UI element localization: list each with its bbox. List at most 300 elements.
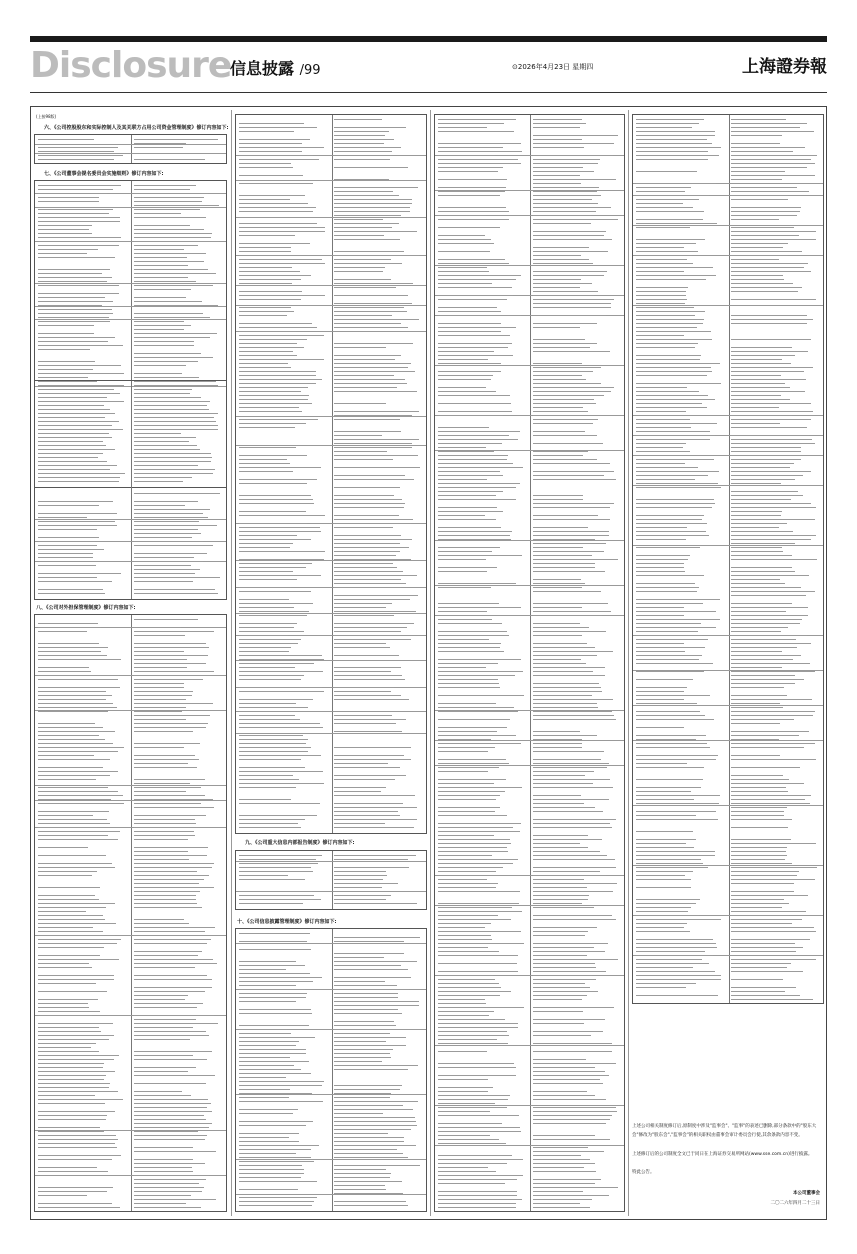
fine-print-line [134,1023,218,1024]
fine-print-line [38,1039,109,1040]
table-divider [729,115,730,1003]
fine-print-line [239,815,317,816]
fine-print-line [38,325,94,326]
fine-print-line [134,301,202,302]
fine-print-line [636,483,718,484]
fine-print-line [731,171,785,172]
fine-print-line [38,675,119,676]
fine-print-line [636,647,705,648]
fine-print-line [239,235,295,236]
fine-print-line [636,839,696,840]
fine-print-line [533,1191,583,1192]
fine-print-line [533,967,596,968]
fine-print-line [334,731,402,732]
fine-print-line [636,463,685,464]
fine-print-line [38,1035,114,1036]
fine-print-line [533,683,599,684]
fine-print-line [239,611,309,612]
fine-print-line [38,441,101,442]
fine-print-line [438,1019,505,1020]
fine-print-line [334,259,391,260]
fine-print-line [38,1055,119,1056]
fine-print-line [134,667,187,668]
fine-print-line [731,143,780,144]
fine-print-line [533,515,598,516]
fine-print-line [239,1113,293,1114]
fine-print-line [239,647,291,648]
table-row-line [236,416,426,417]
fine-print-line [533,775,585,776]
fine-print-line [334,1061,382,1062]
fine-print-line [38,1015,92,1016]
fine-print-line [334,1105,403,1106]
fine-print-line [334,1165,420,1166]
fine-print-line [38,759,110,760]
fine-print-line [334,1125,417,1126]
fine-print-line [533,1171,596,1172]
fine-print-line [731,379,806,380]
fine-print-line [239,127,317,128]
fine-print-line [533,623,580,624]
fine-print-line [38,935,115,936]
fine-print-line [438,807,500,808]
fine-print-line [38,155,123,156]
fine-print-line [533,351,610,352]
fine-print-line [134,1075,215,1076]
fine-print-line [334,985,397,986]
fine-print-line [731,283,793,284]
table-row-line [35,306,226,307]
fine-print-line [731,711,815,712]
fine-print-line [438,1135,490,1136]
fine-print-line [438,519,496,520]
fine-print-line [731,275,783,276]
fine-print-line [636,903,696,904]
fine-print-line [438,263,509,264]
fine-print-line [38,361,95,362]
fine-print-line [38,341,108,342]
fine-print-line [533,607,582,608]
fine-print-line [533,631,606,632]
fine-print-line [636,171,697,172]
fine-print-line [239,679,301,680]
fine-print-line [636,151,708,152]
fine-print-line [38,449,115,450]
fine-print-line [134,795,205,796]
fine-print-line [731,447,801,448]
fine-print-line [533,899,588,900]
fine-print-line [533,547,583,548]
fine-print-line [438,1127,520,1128]
fine-print-line [38,1191,107,1192]
fine-print-line [239,243,310,244]
masthead-top-bar [30,36,827,42]
fine-print-line [38,1059,114,1060]
fine-print-line [438,295,513,296]
fine-print-line [438,283,492,284]
fine-print-line [239,1061,309,1062]
fine-print-line [134,931,205,932]
fine-print-line [533,1007,614,1008]
fine-print-line [334,1069,408,1070]
fine-print-line [533,379,586,380]
fine-print-line [731,259,779,260]
fine-print-line [239,1109,298,1110]
fine-print-line [533,943,608,944]
fine-print-line [334,323,401,324]
fine-print-line [438,1035,509,1036]
page-number: /99 [299,63,321,78]
fine-print-line [134,1127,209,1128]
section-title-cn-text: 信息披露 [230,59,295,78]
fine-print-line [533,163,598,164]
fine-print-line [438,1103,495,1104]
fine-print-line [636,803,719,804]
fine-print-line [731,235,799,236]
fine-print-line [731,867,817,868]
fine-print-line [533,423,593,424]
fine-print-line [134,281,196,282]
fine-print-line [334,1117,415,1118]
fine-print-line [731,827,788,828]
fine-print-line [636,967,693,968]
fine-print-line [38,473,119,474]
fine-print-line [438,475,503,476]
fine-print-line [134,501,198,502]
fine-print-line [334,467,420,468]
fine-print-line [334,977,411,978]
fine-print-line [38,549,104,550]
fine-print-line [38,839,118,840]
fine-print-line [636,403,702,404]
revision-table [235,928,427,1212]
fine-print-line [38,963,89,964]
fine-print-line [731,759,816,760]
fine-print-line [533,535,609,536]
fine-print-line [38,735,99,736]
fine-print-line [636,655,702,656]
fine-print-line [438,327,516,328]
fine-print-line [533,263,593,264]
fine-print-line [38,189,113,190]
fine-print-line [239,267,292,268]
fine-print-line [438,695,524,696]
fine-print-line [438,299,507,300]
fine-print-line [334,431,401,432]
fine-print-line [239,151,302,152]
fine-print-line [239,671,323,672]
table-row-line [435,265,624,266]
fine-print-line [636,679,693,680]
fine-print-line [636,343,698,344]
fine-print-line [334,615,394,616]
fine-print-line [731,791,788,792]
fine-print-line [334,903,417,904]
fine-print-line [239,159,319,160]
fine-print-line [239,323,312,324]
fine-print-line [438,387,486,388]
fine-print-line [134,659,187,660]
fine-print-line [636,359,700,360]
fine-print-line [636,475,708,476]
fine-print-line [334,479,414,480]
fine-print-line [438,571,487,572]
fine-print-line [239,147,324,148]
fine-print-line [533,811,603,812]
fine-print-line [134,553,207,554]
fine-print-line [533,823,610,824]
fine-print-line [334,1149,397,1150]
fine-print-line [636,539,686,540]
fine-print-line [731,243,788,244]
fine-print-line [134,755,195,756]
fine-print-line [134,867,212,868]
fine-print-line [38,377,88,378]
fine-print-line [533,1119,610,1120]
fine-print-line [438,727,507,728]
fine-print-line [38,1047,91,1048]
fine-print-line [731,279,784,280]
fine-print-line [636,199,699,200]
fine-print-line [636,451,690,452]
fine-print-line [38,269,110,270]
fine-print-line [636,719,714,720]
fine-print-line [533,1123,606,1124]
fine-print-line [38,775,110,776]
fine-print-line [636,439,710,440]
fine-print-line [533,287,580,288]
table-row-line [236,1159,426,1160]
fine-print-line [731,611,786,612]
fine-print-line [533,143,614,144]
fine-print-line [438,127,487,128]
fine-print-line [134,159,205,160]
fine-print-line [533,955,587,956]
fine-print-line [438,451,494,452]
fine-print-line [239,523,307,524]
fine-print-line [731,455,800,456]
table-row-line [633,415,823,416]
fine-print-line [731,527,779,528]
fine-print-line [334,567,397,568]
fine-print-line [533,1207,590,1208]
fine-print-line [636,447,683,448]
fine-print-line [636,855,715,856]
fine-print-line [134,883,199,884]
fine-print-line [731,855,787,856]
fine-print-line [334,223,399,224]
fine-print-line [134,815,206,816]
fine-print-line [134,147,183,148]
fine-print-line [731,419,811,420]
fine-print-line [239,467,321,468]
fine-print-line [334,635,400,636]
fine-print-line [636,279,706,280]
table-divider [332,851,333,909]
fine-print-line [533,807,595,808]
fine-print-line [134,783,190,784]
fine-print-line [334,303,412,304]
fine-print-line [533,835,588,836]
fine-print-line [239,231,325,232]
fine-print-line [134,229,204,230]
fine-print-line [239,707,308,708]
fine-print-line [438,1167,488,1168]
fine-print-line [731,755,780,756]
fine-print-line [438,151,522,152]
fine-print-line [239,211,313,212]
fine-print-line [731,779,789,780]
fine-print-line [134,1163,205,1164]
table-row-line [236,613,426,614]
fine-print-line [134,453,211,454]
fine-print-line [438,647,500,648]
fine-print-line [731,571,795,572]
fine-print-line [731,435,809,436]
fine-print-line [134,425,205,426]
fine-print-line [731,699,812,700]
fine-print-line [239,899,321,900]
fine-print-line [533,739,582,740]
fine-print-line [731,579,780,580]
fine-print-line [334,347,386,348]
fine-print-line [334,763,388,764]
fine-print-line [533,711,612,712]
fine-print-line [731,147,805,148]
fine-print-line [134,687,184,688]
fine-print-line [334,139,394,140]
fine-print-line [636,795,720,796]
fine-print-line [438,395,510,396]
fine-print-line [134,823,196,824]
table-divider [332,115,333,833]
fine-print-line [533,1135,595,1136]
fine-print-line [38,1207,120,1208]
fine-print-line [438,831,520,832]
fine-print-line [134,193,208,194]
fine-print-line [438,439,518,440]
fine-print-line [334,667,401,668]
fine-print-line [134,361,198,362]
fine-print-line [334,755,404,756]
fine-print-line [134,1007,197,1008]
section-heading: 九、《公司重大信息内部报告制度》修订内容如下: [245,840,355,846]
fine-print-line [239,1165,302,1166]
fine-print-line [38,521,115,522]
fine-print-line [239,227,325,228]
fine-print-line [239,1181,317,1182]
fine-print-line [239,131,294,132]
fine-print-line [438,923,491,924]
fine-print-line [134,943,207,944]
fine-print-line [731,315,807,316]
fine-print-line [38,975,114,976]
fine-print-line [38,887,100,888]
fine-print-line [38,739,105,740]
fine-print-line [636,759,716,760]
fine-print-line [239,751,308,752]
fine-print-line [134,189,190,190]
fine-print-line [239,1053,306,1054]
fine-print-line [533,1083,603,1084]
fine-print-line [38,345,123,346]
fine-print-line [636,335,684,336]
fine-print-line [239,375,316,376]
fine-print-line [438,707,514,708]
fine-print-line [533,591,601,592]
fine-print-line [636,919,721,920]
fine-print-line [134,619,198,620]
fine-print-line [533,503,614,504]
fine-print-line [38,313,113,314]
closing-paragraph: 上述公司相关制度修订后,原制度中涉及"监事会"、"监事"的表述已删除,部分条款中的"股东大会"修改为"股东会","监事会"的相关职权由董事会审计委员会行使,其余条款内容不变。 [632,1124,817,1138]
fine-print-line [239,503,314,504]
fine-print-line [438,279,516,280]
fine-print-line [731,127,800,128]
fine-print-line [239,867,311,868]
fine-print-line [134,493,220,494]
fine-print-line [239,1201,314,1202]
fine-print-line [636,399,715,400]
fine-print-line [438,835,494,836]
fine-print-line [334,279,391,280]
fine-print-line [134,991,205,992]
fine-print-line [38,723,95,724]
fine-print-line [731,519,815,520]
fine-print-line [438,1123,502,1124]
fine-print-line [438,979,495,980]
fine-print-line [636,599,720,600]
fine-print-line [731,923,792,924]
fine-print-line [636,431,710,432]
fine-print-line [636,207,693,208]
fine-print-line [533,383,601,384]
fine-print-line [636,779,703,780]
fine-print-line [533,1099,606,1100]
fine-print-line [636,915,699,916]
fine-print-line [636,315,695,316]
fine-print-line [134,923,189,924]
fine-print-line [334,823,385,824]
fine-print-line [533,451,588,452]
fine-print-line [731,879,815,880]
fine-print-line [134,791,186,792]
fine-print-line [334,119,382,120]
fine-print-line [38,947,104,948]
fine-print-line [239,295,325,296]
fine-print-line [731,411,813,412]
fine-print-line [239,675,304,676]
fine-print-line [38,979,114,980]
fine-print-line [533,1035,591,1036]
fine-print-line [533,935,585,936]
fine-print-line [38,1143,115,1144]
fine-print-line [134,1107,207,1108]
fine-print-line [134,393,190,394]
fine-print-line [533,907,594,908]
fine-print-line [134,445,197,446]
fine-print-line [134,237,211,238]
fine-print-line [636,255,692,256]
fine-print-line [533,1187,618,1188]
fine-print-line [438,507,497,508]
fine-print-line [731,247,783,248]
fine-print-line [334,571,403,572]
fine-print-line [731,475,803,476]
fine-print-line [334,1113,383,1114]
fine-print-line [533,991,598,992]
fine-print-line [134,249,184,250]
